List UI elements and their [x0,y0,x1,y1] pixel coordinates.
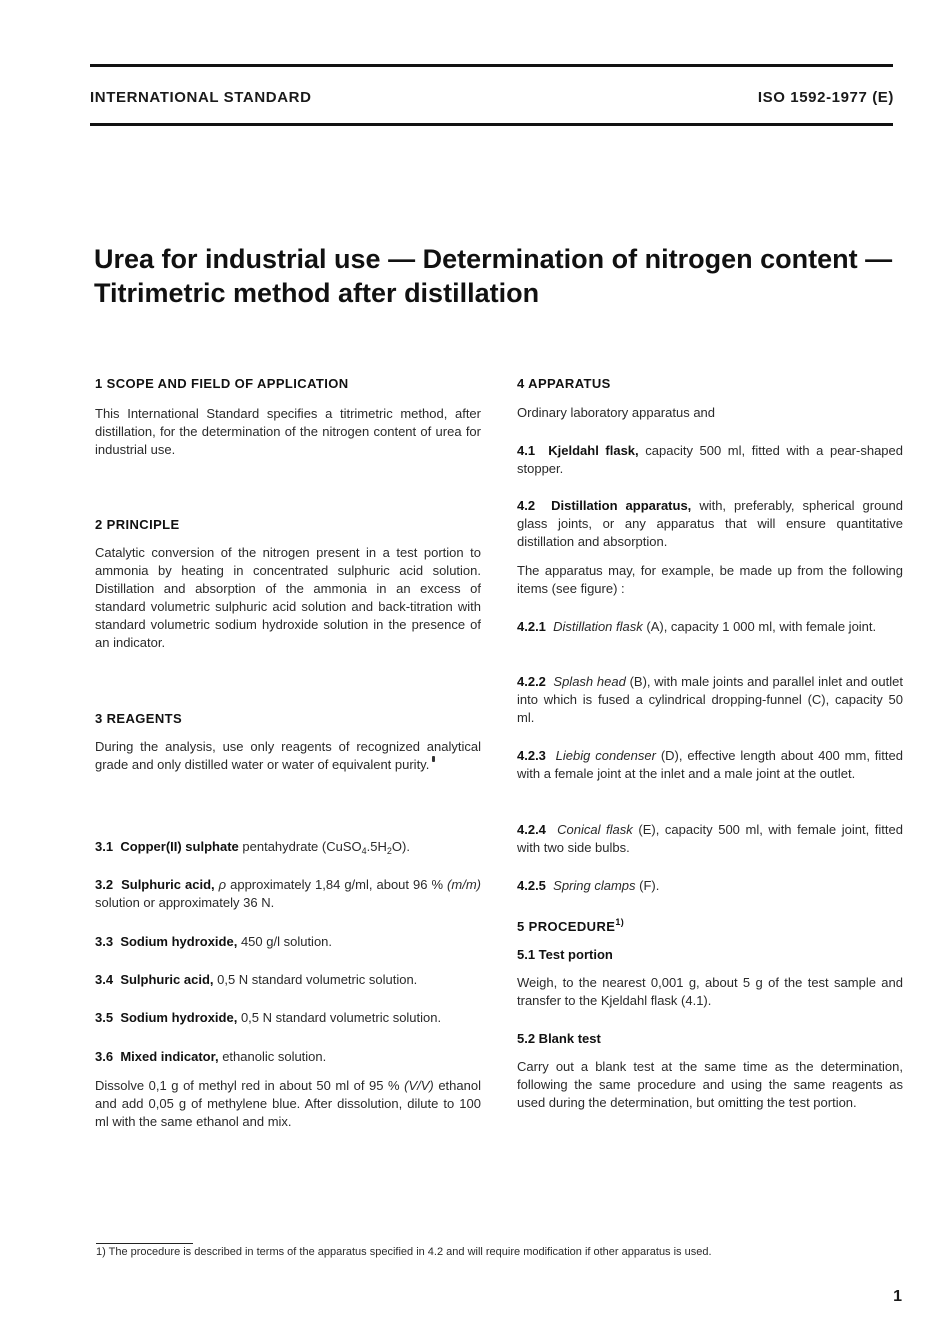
apparatus-4-2-1: 4.2.1 Distillation flask (A), capacity 1 000 ml, with female joint. [517,619,877,634]
reagent-3-5: 3.5 Sodium hydroxide, 0,5 N standard volumetric solution. [95,1010,442,1025]
section-1-text: This International Standard specifies a titrimetric method, after distillation, for the determination of the nitrogen content of urea for industrial use. [95,406,481,457]
top-rule [90,64,893,67]
document-type-label: INTERNATIONAL STANDARD [90,89,312,106]
apparatus-4-2-note: The apparatus may, for example, be made up from the following items (see figure) : [517,563,903,596]
reagent-3-6-preparation: Dissolve 0,1 g of methyl red in about 50 ml of 95 % (V/V) ethanol and add 0,05 g of methylene blue. After dissolution, dilute to 100 ml with the same ethanol and mix. [95,1078,481,1129]
reagent-3-6: 3.6 Mixed indicator, ethanolic solution. [95,1049,327,1064]
reagent-3-3: 3.3 Sodium hydroxide, 450 g/l solution. [95,934,333,949]
footnote-reference: 1) [615,917,625,927]
title-line-1: Urea for industrial use — Determination of nitrogen content — [94,244,893,274]
document-title [94,242,924,310]
section-5-2-text: Carry out a blank test at the same time as the determination, following the same procedure and using the same reagents as used during the determination, but omitting the test portion. [517,1059,903,1110]
header-bottom-rule [90,123,893,126]
apparatus-4-1: 4.1 Kjeldahl flask, capacity 500 ml, fitted with a pear-shaped stopper. [517,443,903,476]
section-5-2-heading: 5.2 Blank test [517,1031,601,1046]
apparatus-4-2-4: 4.2.4 Conical flask (E), capacity 500 ml, with female joint, fitted with two side bulbs. [517,822,903,855]
standard-reference: ISO 1592-1977 (E) [757,89,894,106]
footnote: 1) The procedure is described in terms of the apparatus specified in 4.2 and will require modification if other apparatus is used. [96,1246,712,1258]
section-1-heading: 1 SCOPE AND FIELD OF APPLICATION [95,376,349,391]
apparatus-4-2: 4.2 Distillation apparatus, with, preferably, spherical ground glass joints, or any apparatus that will ensure quantitative distillation and absorption. [517,498,904,549]
section-3-heading: 3 REAGENTS [95,711,183,726]
section-4-text: Ordinary laboratory apparatus and [517,405,716,420]
apparatus-4-2-5: 4.2.5 Spring clamps (F). [517,878,660,893]
reagent-3-2: 3.2 Sulphuric acid, ρ approximately 1,84 g/ml, about 96 % (m/m) solution or approximately 36 N. [95,877,481,910]
page-number: 1 [893,1288,902,1305]
section-2-heading: 2 PRINCIPLE [95,517,180,532]
apparatus-4-2-2: 4.2.2 Splash head (B), with male joints and parallel inlet and outlet into which is fused a cylindrical dropping-funnel (C), capacity 50 ml. [517,674,903,725]
reagent-3-4: 3.4 Sulphuric acid, 0,5 N standard volumetric solution. [95,972,418,987]
section-4-heading: 4 APPARATUS [517,376,611,391]
section-3-text: During the analysis, use only reagents of recognized analytical grade and only distilled water or water of equivalent purity. [95,739,481,772]
section-2-text: Catalytic conversion of the nitrogen present in a test portion to ammonia by heating in concentrated sulphuric acid solution. Distillation and absorption of the ammonia in an excess of standard volumetric sulphuric acid solution and back-titration with standard volumetric sodium hydroxide solution in the presence of an indicator. [95,545,481,650]
footnote-rule [96,1243,193,1244]
reagent-3-1: 3.1 Copper(II) sulphate pentahydrate $(CuSO_4.5H_2O)$. [95,839,410,856]
section-5-1-text: Weigh, to the nearest 0,001 g, about 5 g of the test sample and transfer to the Kjeldahl flask (4.1). [517,975,903,1008]
apparatus-4-2-3: 4.2.3 Liebig condenser (D), effective length about 400 mm, fitted with a female joint at the inlet and a male joint at the outlet. [517,748,903,781]
section-5-1-heading: 5.1 Test portion [517,947,613,962]
title-line-2: Titrimetric method after distillation [94,278,540,308]
section-5-heading: 5 PROCEDURE$^{1)}$ [517,917,625,934]
